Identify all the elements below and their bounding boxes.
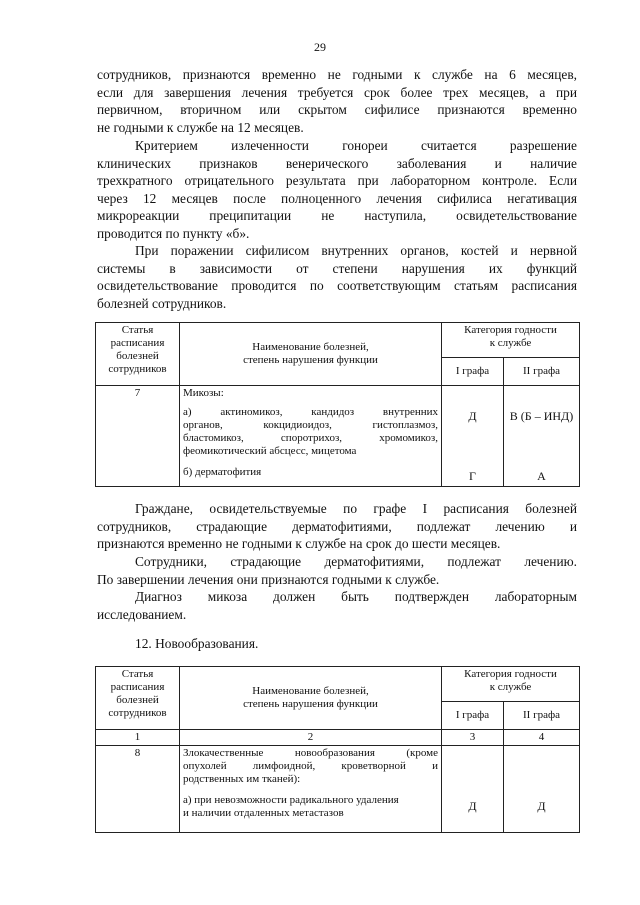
text-line: не годными к службе на 12 месяцев. — [97, 119, 304, 135]
text-line: признаются временно не годными к службе на срок до шести месяцев. — [97, 536, 501, 552]
text-line: Граждане, освидетельствуемые по графе I расписания болезней — [135, 501, 577, 516]
header-column-1: I графа — [442, 701, 504, 729]
paragraph-mycosis-diagnosis — [97, 588, 577, 623]
text-line: трехкратного отрицательного результата при лабораторном контроле. Если — [97, 173, 577, 189]
heading-neoplasms: 12. Новообразования. — [135, 636, 259, 651]
column-number: 3 — [442, 730, 504, 746]
category-value: В (Б – ИНД) — [509, 409, 574, 423]
table-header-row — [96, 323, 580, 358]
table-row — [96, 386, 580, 487]
header-column-1: I графа — [442, 357, 504, 385]
text-line: Диагноз микоза должен быть подтвержден лабораторным — [135, 589, 577, 604]
item-a-line: а) актиномикоз, кандидоз внутренних — [183, 406, 438, 418]
category-col-1-cell — [442, 746, 504, 833]
header-article: Статья расписания болезней сотрудников — [96, 323, 180, 386]
column-number: 1 — [96, 730, 180, 746]
item-a-line: феомикотический абсцесс, мицетома — [183, 445, 357, 457]
category-value: Д — [537, 799, 546, 813]
paragraph-citizens-dermatophytes — [97, 500, 577, 553]
category-value: Г — [469, 469, 476, 483]
column-numbers-row — [96, 730, 580, 746]
item-a-line: бластомикоз, споротрихоз, хромомикоз, — [183, 432, 438, 444]
header-disease-name: Наименование болезней, степень нарушения функции — [180, 323, 442, 386]
header-column-2: II графа — [504, 701, 580, 729]
text-line: освидетельствование проводится по соответствующим статьям расписания — [97, 278, 577, 294]
text-line: системы в зависимости от степени нарушения их функций — [97, 260, 577, 276]
category-col-2-cell — [504, 386, 580, 487]
paragraph-internal-organs — [97, 242, 577, 312]
row-title-line: родственных им тканей): — [183, 773, 301, 785]
text-line: сотрудников, признаются временно не годными к службе на 6 месяцев, — [97, 67, 577, 82]
text-line: болезней сотрудников. — [97, 295, 227, 311]
header-category: Категория годности к службе — [442, 323, 580, 358]
section-heading — [97, 635, 577, 653]
text-line: через 12 месяцев после полноценного лечения сифилиса негативация — [97, 190, 577, 206]
row-title-line: опухолей лимфоидной, кроветворной и — [183, 760, 438, 772]
table-header-row — [96, 667, 580, 702]
header-category: Категория годности к службе — [442, 667, 580, 702]
page-number: 29 — [314, 40, 326, 54]
text-line: исследованием. — [97, 606, 187, 622]
text-line: микрореакции преципитации не наступила, освидетельствование — [97, 208, 577, 224]
row-title: Микозы: — [183, 387, 224, 399]
paragraph-employees-dermatophytes — [97, 553, 577, 588]
neoplasms-table — [95, 666, 580, 833]
disease-cell — [180, 386, 442, 487]
item-a-line: и наличии отдаленных метастазов — [183, 807, 344, 819]
mycoses-table — [95, 322, 580, 487]
article-number: 7 — [96, 386, 180, 487]
text-line: клинических признаков венерического заболевания и наличие — [97, 155, 577, 171]
header-article: Статья расписания болезней сотрудников — [96, 667, 180, 730]
column-number: 4 — [504, 730, 580, 746]
text-line: По завершении лечения они признаются годными к службе. — [97, 571, 440, 587]
column-number: 2 — [180, 730, 442, 746]
item-a-line: органов, кокцидиоидоз, гистоплазмоз, — [183, 419, 438, 431]
paragraph-syphilis-continued — [97, 66, 577, 136]
text-line: Сотрудники, страдающие дерматофитиями, подлежат лечению. — [135, 554, 577, 569]
text-line: если для завершения лечения требуется срок более трех месяцев, а при — [97, 84, 577, 100]
header-column-2: II графа — [504, 357, 580, 385]
category-value: Д — [468, 409, 477, 423]
item-b-text: б) дерматофития — [183, 466, 262, 478]
text-line: Критерием излеченности гонореи считается разрешение — [135, 138, 577, 153]
item-a-line: а) при невозможности радикального удаления — [183, 794, 399, 806]
disease-cell — [180, 746, 442, 833]
paragraph-gonorrhea-criterion — [97, 137, 577, 243]
category-col-2-cell — [504, 746, 580, 833]
row-title-line: Злокачественные новообразования (кроме — [183, 747, 438, 759]
category-value: Д — [468, 799, 477, 813]
article-number: 8 — [96, 746, 180, 833]
header-disease-name: Наименование болезней, степень нарушения функции — [180, 667, 442, 730]
text-line: первичном, вторичном или скрытом сифилисе признаются временно — [97, 102, 577, 118]
category-value: А — [537, 469, 546, 483]
category-col-1-cell — [442, 386, 504, 487]
table-row — [96, 746, 580, 833]
text-line: При поражении сифилисом внутренних органов, костей и нервной — [135, 243, 577, 258]
text-line: проводится по пункту «б». — [97, 225, 250, 241]
text-line: сотрудников, страдающие дерматофитиями, подлежат лечению и — [97, 518, 577, 534]
